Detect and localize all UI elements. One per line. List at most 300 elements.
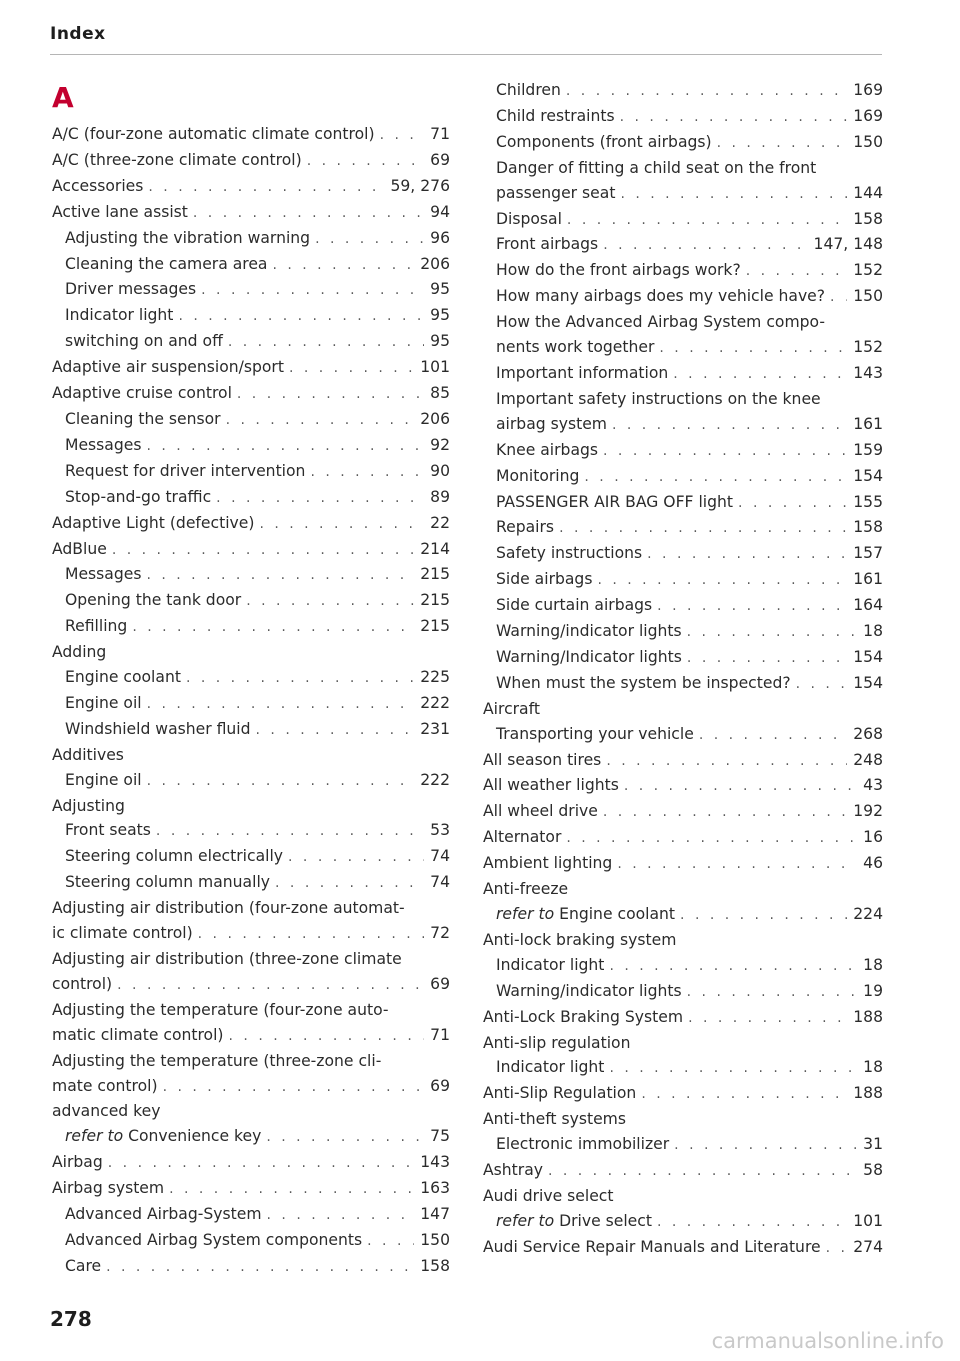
index-entry [483, 438, 883, 464]
index-entry [52, 588, 450, 614]
index-entry-term [65, 226, 315, 251]
index-entry-page[interactable]: 147 [420, 1205, 450, 1224]
index-entry-text: Anti-Slip Regulation [483, 1084, 637, 1103]
index-entry [483, 1031, 883, 1056]
index-entry-page[interactable]: 155 [853, 492, 883, 511]
index-entry-text: passenger seat [496, 183, 616, 202]
index-entry-text: Windshield washer fluid [65, 719, 251, 738]
index-entry-page[interactable]: 161 [853, 414, 883, 433]
index-entry-page[interactable]: 206 [420, 254, 450, 273]
index-entry [52, 1254, 450, 1280]
index-entry-term [65, 329, 228, 354]
index-entry-text: Advanced Airbag-System [65, 1205, 262, 1224]
index-entry [483, 284, 883, 310]
index-entry [483, 773, 883, 799]
index-entry [483, 825, 883, 851]
index-entry-text: Adjusting [52, 796, 125, 815]
index-entry-text: Adjusting air distribution (four-zone automat- [52, 899, 405, 918]
index-entry-term [65, 768, 147, 793]
dot-leader [688, 1006, 847, 1031]
index-entry-page[interactable]: 89 [430, 487, 450, 506]
index-entry-page[interactable]: 206 [420, 409, 450, 428]
index-entry-page[interactable]: 143 [420, 1153, 450, 1172]
index-entry-page[interactable]: 152 [853, 261, 883, 280]
index-entry-page[interactable]: 22 [430, 513, 450, 532]
index-entry-term [52, 355, 289, 380]
index-entry [52, 1176, 450, 1202]
dot-leader [272, 253, 414, 278]
dot-leader [559, 516, 847, 541]
index-entry-term [496, 979, 687, 1004]
index-entry [52, 614, 450, 640]
dot-leader [796, 672, 848, 697]
index-entry-term [65, 407, 226, 432]
index-entry-term [496, 78, 566, 103]
index-entry-page[interactable]: 268 [853, 724, 883, 743]
index-entry-text: Active lane assist [52, 202, 188, 221]
index-entry-term [496, 593, 657, 618]
dot-leader [315, 227, 424, 252]
index-entry-page[interactable]: 224 [853, 905, 883, 923]
index-entry [483, 902, 883, 928]
index-entry-text: Anti-lock braking system [483, 930, 677, 949]
index-entry-term [65, 303, 178, 328]
index-entry [483, 1081, 883, 1107]
index-entry-text: All wheel drive [483, 802, 598, 821]
index-entry-term [496, 335, 659, 360]
index-entry-term [65, 433, 146, 458]
index-entry-text: Adjusting the temperature (three-zone cli- [52, 1051, 382, 1070]
index-entry-term [496, 464, 584, 489]
index-entry-text: Engine oil [65, 770, 142, 789]
dot-leader [657, 1210, 847, 1235]
index-entry-text: Opening the tank door [65, 591, 242, 610]
index-entry-term [483, 773, 624, 798]
index-entry-page[interactable]: 85 [430, 384, 450, 403]
index-entry-page[interactable]: 69 [430, 150, 450, 169]
index-entry-page[interactable]: 150 [420, 1230, 450, 1249]
index-entry-page[interactable]: 154 [853, 466, 883, 485]
index-entry-page[interactable]: 157 [853, 544, 883, 563]
index-entry [483, 387, 883, 412]
index-entry [483, 515, 883, 541]
index-entry [483, 1107, 883, 1132]
index-entry-page[interactable]: 144 [853, 183, 883, 202]
dot-leader [687, 646, 847, 671]
index-entry [52, 381, 450, 407]
index-entry-text: Ashtray [483, 1161, 543, 1180]
index-entry [483, 748, 883, 774]
index-entry-text: Airbag [52, 1153, 103, 1172]
index-entry-page[interactable]: 152 [853, 338, 883, 357]
index-entry-text: Advanced Airbag System components [65, 1230, 363, 1249]
index-entry-page[interactable]: 16 [863, 828, 883, 847]
index-entry [483, 953, 883, 979]
index-entry [52, 717, 450, 743]
dot-leader [620, 182, 847, 207]
dot-leader [584, 465, 847, 490]
index-entry-text: Stop-and-go traffic [65, 487, 212, 506]
index-entry-text: Anti-slip regulation [483, 1033, 631, 1052]
index-entry-text: Child restraints [496, 106, 615, 125]
index-entry-text: Ambient lighting [483, 854, 613, 873]
index-entry-page[interactable]: 147, 148 [813, 235, 883, 254]
index-entry-page[interactable]: 164 [853, 596, 883, 615]
index-entry-page[interactable]: 94 [430, 202, 450, 221]
index-entry [52, 691, 450, 717]
index-entry-page[interactable]: 215 [420, 617, 450, 636]
index-entry-text: control) [52, 974, 113, 993]
index-entry-text: Adjusting the temperature (four-zone auto- [52, 1000, 389, 1019]
index-entry-term [65, 665, 186, 690]
index-entry-term [65, 485, 216, 510]
index-entry-term [496, 567, 597, 592]
index-entry-text: Cleaning the camera area [65, 254, 268, 273]
dot-leader [367, 1229, 414, 1254]
index-entry-text: Disposal [496, 209, 562, 228]
index-entry-page[interactable]: 95 [430, 280, 450, 299]
index-entry-text: All weather lights [483, 776, 619, 795]
index-entry [52, 896, 450, 921]
index-entry [52, 947, 450, 972]
dot-leader [699, 723, 847, 748]
index-entry-term [52, 381, 237, 406]
index-entry-page[interactable]: 58 [863, 1161, 883, 1180]
index-entry [52, 1124, 450, 1150]
index-entry-page[interactable]: 74 [430, 847, 450, 866]
index-entry-term [52, 174, 148, 199]
index-entry-page[interactable]: 59, 276 [390, 176, 450, 195]
index-entry [52, 277, 450, 303]
dot-leader [288, 845, 424, 870]
index-entry-text: Warning/indicator lights [496, 981, 682, 1000]
index-entry [52, 200, 450, 226]
index-entry-text: advanced key [52, 1102, 161, 1121]
index-entry-term [496, 490, 738, 515]
index-entry-text: Side airbags [496, 570, 593, 589]
index-column-left [52, 80, 450, 1280]
index-entry-text: Messages [65, 565, 142, 584]
index-entry [52, 921, 450, 947]
index-entry [52, 665, 450, 691]
index-entry-term [52, 122, 380, 147]
dot-leader [617, 852, 857, 877]
dot-leader [186, 666, 414, 691]
page-number: 278 [50, 1307, 92, 1331]
index-entry-text: Front airbags [496, 235, 599, 254]
index-entry-page[interactable]: 274 [853, 1237, 883, 1256]
index-entry [483, 490, 883, 516]
index-entry-text: ic climate control) [52, 924, 193, 943]
index-entry-text: Adjusting the vibration warning [65, 228, 311, 247]
index-entry-text: Request for driver intervention [65, 461, 306, 480]
index-entry [52, 998, 450, 1023]
index-entry-term [52, 1074, 163, 1099]
index-entry-page[interactable]: 150 [853, 287, 883, 306]
dot-leader [657, 594, 847, 619]
index-entry [52, 433, 450, 459]
index-entry-page[interactable]: 158 [853, 518, 883, 537]
index-entry [483, 671, 883, 697]
index-entry-text: Knee airbags [496, 440, 599, 459]
index-column-right [483, 78, 883, 1261]
index-entry-text: Engine oil [65, 693, 142, 712]
index-entry-text: Adaptive cruise control [52, 384, 232, 403]
index-entry-text: Indicator light [65, 306, 174, 325]
dot-leader [178, 304, 424, 329]
index-entry-page[interactable]: 225 [420, 668, 450, 687]
index-entry [52, 1150, 450, 1176]
index-entry-term [496, 207, 567, 232]
index-entry [483, 567, 883, 593]
index-entry-page[interactable]: 96 [430, 228, 450, 247]
dot-leader [641, 1082, 847, 1107]
index-entry-page[interactable]: 169 [853, 81, 883, 99]
index-entry [52, 1202, 450, 1228]
index-entry-page[interactable]: 43 [863, 776, 883, 795]
index-entry [52, 1099, 450, 1124]
index-entry [483, 232, 883, 258]
index-entry-text: Adjusting air distribution (three-zone climate [52, 950, 402, 968]
index-entry-page[interactable]: 72 [430, 924, 450, 943]
index-entry-term [496, 130, 717, 155]
index-entry-page[interactable]: 214 [420, 539, 450, 558]
index-entry [483, 156, 883, 181]
index-entry-page[interactable]: 158 [420, 1256, 450, 1275]
index-entry [52, 844, 450, 870]
index-entry-term [65, 691, 147, 716]
watermark: carmanualsonline.info [711, 1329, 944, 1353]
index-entry-page[interactable]: 222 [420, 770, 450, 789]
dot-leader [659, 336, 847, 361]
index-entry-text: Repairs [496, 518, 555, 537]
index-entry [52, 794, 450, 819]
index-entry-text: nents work together [496, 338, 655, 357]
index-entry-term [483, 1081, 641, 1106]
index-entry-text: Anti-Lock Braking System [483, 1007, 684, 1026]
index-entry [483, 619, 883, 645]
refer-to-label: refer to [496, 1211, 555, 1230]
index-entry-page[interactable]: 215 [420, 591, 450, 610]
dot-leader [193, 201, 424, 226]
index-entry-term [496, 1132, 674, 1157]
index-entry-page[interactable]: 101 [420, 358, 450, 377]
index-entry-page[interactable]: 18 [863, 955, 883, 974]
index-entry [483, 979, 883, 1005]
index-entry [483, 645, 883, 671]
dot-leader [612, 413, 847, 438]
dot-leader [624, 774, 857, 799]
index-entry [483, 1055, 883, 1081]
index-entry-page[interactable]: 18 [863, 622, 883, 641]
index-entry-page[interactable]: 95 [430, 332, 450, 351]
index-entry-text: Airbag system [52, 1179, 165, 1198]
index-entry-page[interactable]: 71 [430, 1025, 450, 1044]
index-entry-page[interactable]: 71 [430, 125, 450, 143]
index-entry-term [65, 614, 132, 639]
index-entry [52, 768, 450, 794]
index-entry-page[interactable]: 188 [853, 1084, 883, 1103]
dot-leader [229, 1024, 425, 1049]
index-entry-page[interactable]: 169 [853, 106, 883, 125]
index-entry-page[interactable]: 215 [420, 565, 450, 584]
index-entry-page[interactable]: 75 [430, 1127, 450, 1146]
index-entry [52, 972, 450, 998]
index-entry-page[interactable]: 101 [853, 1211, 883, 1230]
index-entry-page[interactable]: 19 [863, 981, 883, 1000]
index-entry [52, 329, 450, 355]
index-entry-page[interactable]: 74 [430, 873, 450, 892]
index-entry-text: switching on and off [65, 332, 223, 351]
index-entry-term [52, 972, 117, 997]
index-entry-text: A/C (three-zone climate control) [52, 150, 302, 169]
index-entry-text: Aircraft [483, 699, 540, 718]
index-entry-term [483, 799, 603, 824]
index-entries-left [52, 122, 450, 1280]
index-entry-term [483, 1005, 688, 1030]
dot-leader [830, 285, 847, 310]
index-entry-page[interactable]: 53 [430, 821, 450, 840]
index-entry-page[interactable]: 69 [430, 1076, 450, 1095]
index-entry [483, 1005, 883, 1031]
index-entry-term [65, 588, 246, 613]
index-entry-page[interactable]: 150 [853, 132, 883, 151]
index-entry-term [483, 1158, 548, 1183]
index-entry-text: Audi drive select [483, 1186, 614, 1205]
index-entry-text: Electronic immobilizer [496, 1135, 670, 1154]
dot-leader [148, 175, 384, 200]
index-entry-text: PASSENGER AIR BAG OFF light [496, 492, 734, 511]
index-entry-page[interactable]: 154 [853, 647, 883, 666]
dot-leader [746, 259, 848, 284]
index-entry-text: Indicator light [496, 955, 605, 974]
header-title: Index [50, 24, 106, 44]
dot-leader [609, 1056, 857, 1081]
dot-leader [310, 460, 424, 485]
dot-leader [132, 615, 414, 640]
index-entry-text: How the Advanced Airbag System compo- [496, 313, 825, 332]
index-entry-term [52, 511, 259, 536]
dot-leader [307, 149, 424, 174]
dot-leader [267, 1203, 415, 1228]
index-entry-term [496, 232, 603, 257]
dot-leader [603, 800, 847, 825]
index-entry-text: Important information [496, 363, 669, 382]
index-entry-page[interactable]: 248 [853, 750, 883, 769]
index-entry [483, 1235, 883, 1261]
dot-leader [156, 819, 424, 844]
index-entry [483, 78, 883, 104]
page-header [50, 24, 882, 55]
index-entry-page[interactable]: 69 [430, 974, 450, 993]
dot-leader [169, 1177, 414, 1202]
index-entry-page[interactable]: 92 [430, 435, 450, 454]
index-entry-page[interactable]: 188 [853, 1007, 883, 1026]
index-entry-term [496, 619, 687, 644]
index-entry-text: Alternator [483, 828, 562, 847]
dot-leader [228, 330, 424, 355]
index-entry-term [496, 953, 609, 978]
index-entry-term [65, 562, 146, 587]
index-entry-term [52, 148, 307, 173]
index-entry-term [65, 252, 272, 277]
dot-leader [647, 542, 847, 567]
index-entry-term [496, 104, 620, 129]
index-entry-term [496, 412, 612, 437]
index-entry-text: Transporting your vehicle [496, 724, 694, 743]
index-entry-text: Engine coolant [65, 668, 181, 687]
index-entry-text: Accessories [52, 176, 144, 195]
index-entry-page[interactable]: 231 [420, 719, 450, 738]
index-entry-page[interactable]: 18 [863, 1058, 883, 1077]
index-entry [483, 928, 883, 953]
index-entry [52, 303, 450, 329]
index-entry-page[interactable]: 222 [420, 693, 450, 712]
index-entry-page[interactable]: 46 [863, 854, 883, 873]
index-entry [483, 541, 883, 567]
index-entry-text: Anti-theft systems [483, 1110, 627, 1129]
index-entry-text: Care [65, 1256, 102, 1275]
section-letter: A [52, 81, 74, 114]
index-entry-page[interactable]: 159 [853, 440, 883, 459]
dot-leader [380, 123, 425, 148]
index-entry [483, 181, 883, 207]
index-entry-term [65, 717, 256, 742]
index-entry-page[interactable]: 163 [420, 1179, 450, 1198]
index-entry [483, 130, 883, 156]
index-entry-page[interactable]: 95 [430, 306, 450, 325]
index-entry-text: Steering column electrically [65, 847, 284, 866]
index-entry-page[interactable]: 158 [853, 209, 883, 228]
dot-leader [609, 954, 857, 979]
index-entry-term [496, 515, 559, 540]
index-entry-text: How many airbags does my vehicle have? [496, 287, 826, 306]
dot-leader [259, 512, 424, 537]
index-entry-page[interactable]: 154 [853, 673, 883, 692]
dot-leader [687, 980, 858, 1005]
index-entry-term [496, 438, 603, 463]
refer-to-label: refer to [496, 905, 555, 923]
index-entry-text: Monitoring [496, 466, 580, 485]
index-entry [52, 1228, 450, 1254]
index-entry-page[interactable]: 31 [863, 1135, 883, 1154]
index-entry-text: Warning/indicator lights [496, 622, 682, 641]
dot-leader [146, 563, 414, 588]
index-entry-page[interactable]: 90 [430, 461, 450, 480]
index-entry [483, 1184, 883, 1209]
dot-leader [680, 903, 847, 928]
index-entry-page[interactable]: 192 [853, 802, 883, 821]
index-entry-page[interactable]: 143 [853, 363, 883, 382]
index-entry-text: Drive select [559, 1211, 652, 1230]
index-entry-text: matic climate control) [52, 1025, 224, 1044]
index-entry-term [52, 1023, 229, 1048]
index-entries-right [483, 78, 883, 1261]
index-entry-page[interactable]: 161 [853, 570, 883, 589]
index-entry [483, 851, 883, 877]
dot-leader [146, 434, 424, 459]
index-entry-text: Indicator light [496, 1058, 605, 1077]
index-entry-term [483, 748, 606, 773]
index-entry [483, 207, 883, 233]
index-entry [52, 1074, 450, 1100]
index-entry [52, 252, 450, 278]
index-entry-text: Convenience key [128, 1127, 262, 1146]
index-entry [52, 459, 450, 485]
index-entry-term [65, 1254, 106, 1279]
index-entry-term [65, 1124, 266, 1149]
index-entry-text: Safety instructions [496, 544, 643, 563]
